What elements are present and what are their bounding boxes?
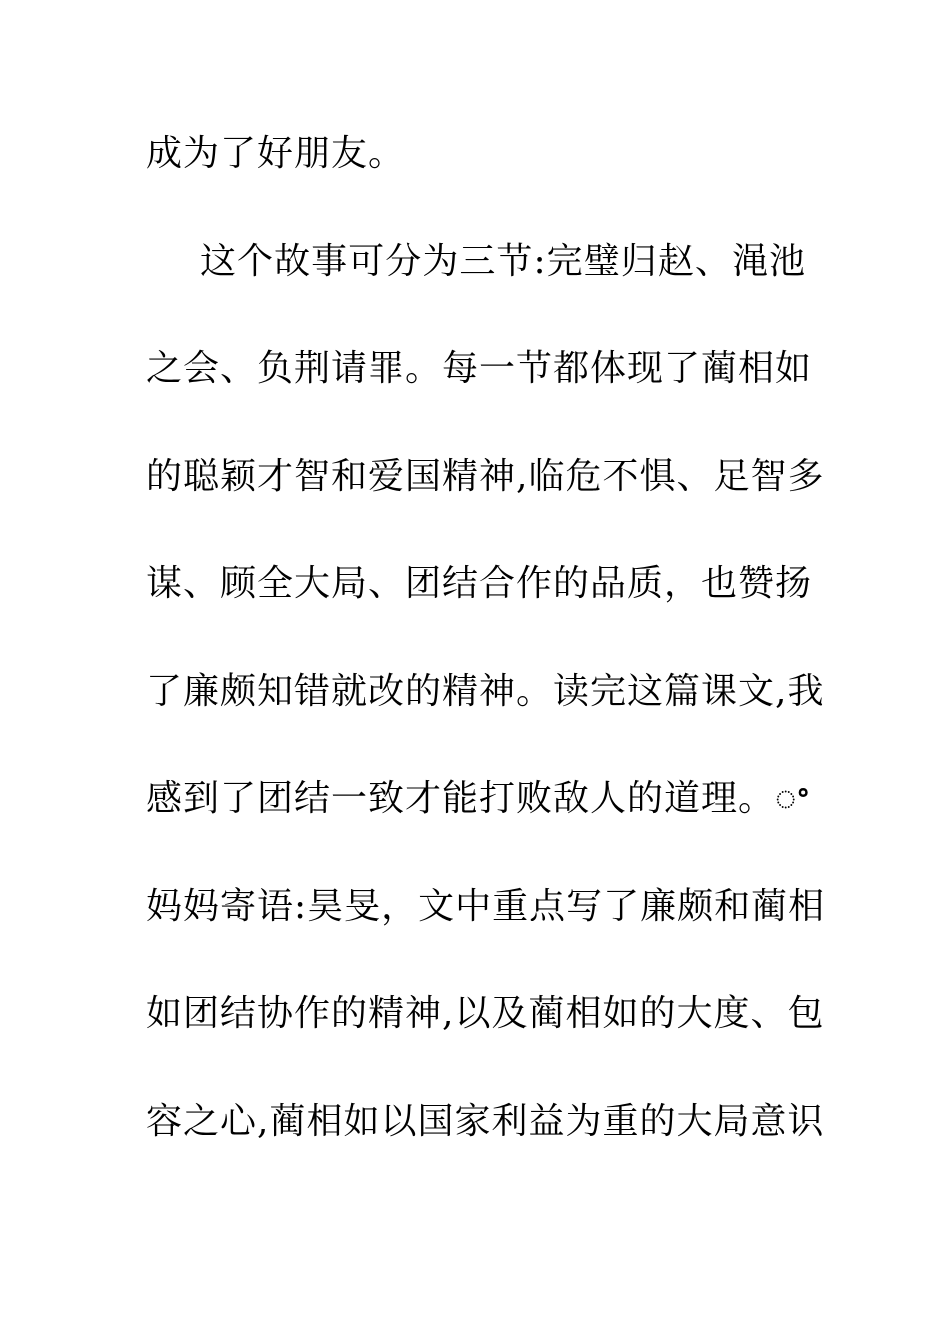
text-line-7: 感到了团结一致才能打败敌人的道理。ꢀ (146, 778, 811, 819)
text-line-5: 谋、顾全大局、团结合作的品质，也赞扬 (146, 563, 813, 604)
text-line-1: 成为了好朋友。 (146, 133, 406, 174)
text-line-8: 妈妈寄语:昊旻，文中重点写了廉颇和蔺相 (146, 886, 826, 927)
text-line-6: 了廉颇知错就改的精神。读完这篇课文,我 (146, 671, 825, 712)
text-line-4: 的聪颖才智和爱国精神,临危不惧、足智多 (146, 456, 825, 497)
text-line-9: 如团结协作的精神,以及蔺相如的大度、包 (146, 993, 825, 1034)
text-line-2: 这个故事可分为三节:完璧归赵、渑池 (200, 241, 806, 282)
text-line-10: 容之心,蔺相如以国家利益为重的大局意识 (146, 1101, 825, 1142)
text-line-3: 之会、负荆请罪。每一节都体现了蔺相如 (146, 348, 813, 389)
